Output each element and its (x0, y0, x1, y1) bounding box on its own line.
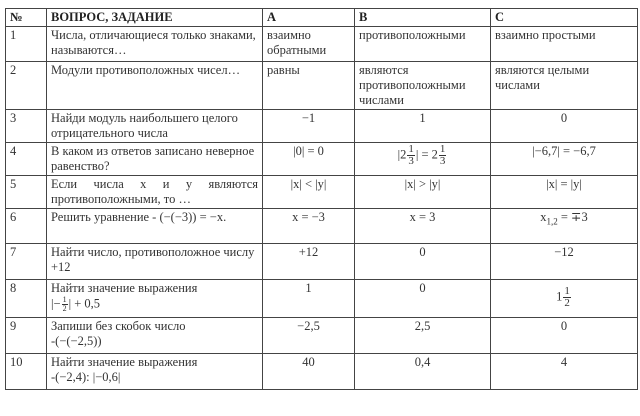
question: Решить уравнение - (−(−3)) = −x. (47, 209, 263, 244)
row-num: 8 (6, 280, 47, 318)
denominator: 2 (62, 304, 67, 313)
answer-a: −1 (263, 110, 355, 143)
row-num: 5 (6, 176, 47, 209)
answer-a: |x| < |y| (263, 176, 355, 209)
question-text: Найти значение выражения (51, 281, 198, 295)
answer-b: противоположными (355, 27, 491, 62)
denominator: 2 (564, 297, 570, 309)
header-num: № (6, 9, 47, 27)
question: Найди модуль наибольшего целого отрицательного числа (47, 110, 263, 143)
numerator: 1 (439, 143, 446, 155)
denominator: 3 (408, 155, 414, 167)
expr-part: x (540, 210, 547, 224)
fraction (439, 144, 447, 167)
answer-b: 0 (355, 244, 491, 280)
question (47, 354, 263, 390)
row-num: 1 (6, 27, 47, 62)
answer-c: взаимно простыми (491, 27, 638, 62)
answer-b: 1 (355, 110, 491, 143)
header-row (6, 9, 638, 27)
answer-a: взаимно обратными (263, 27, 355, 62)
answer-a: 1 (263, 280, 355, 318)
numerator: 1 (62, 295, 67, 304)
denominator: 3 (439, 155, 446, 167)
answer-c (491, 280, 638, 318)
answer-a: −2,5 (263, 318, 355, 354)
question-expression: -(−(−2,5)) (51, 334, 102, 348)
fraction (563, 286, 571, 309)
answer-c: 0 (491, 110, 638, 143)
question: Если числа x и y являются противоположными, то … (47, 176, 263, 209)
quiz-table (5, 8, 638, 390)
answer-b: |x| > |y| (355, 176, 491, 209)
answer-c: 4 (491, 354, 638, 390)
answer-c: |−6,7| = −6,7 (491, 143, 638, 176)
answer-a: 40 (263, 354, 355, 390)
answer-c (491, 209, 638, 244)
expr-part: | = 2 (415, 147, 438, 162)
answer-c: являются целыми числами (491, 62, 638, 110)
row-num: 2 (6, 62, 47, 110)
table-row (6, 27, 638, 62)
numerator: 1 (564, 285, 570, 297)
numerator: 1 (408, 143, 414, 155)
expr-part: |− (51, 296, 61, 311)
row-num: 4 (6, 143, 47, 176)
answer-b: x = 3 (355, 209, 491, 244)
question-expression: -(−2,4): |−0,6| (51, 370, 121, 384)
table-row (6, 354, 638, 390)
expr-part: 1 (556, 289, 563, 304)
answer-a: +12 (263, 244, 355, 280)
row-num: 7 (6, 244, 47, 280)
question-text: Найти значение выражения (51, 355, 198, 369)
answer-b: 0,4 (355, 354, 491, 390)
answer-b: 2,5 (355, 318, 491, 354)
answer-c: 0 (491, 318, 638, 354)
fraction (62, 296, 68, 313)
subscript: 1,2 (546, 216, 558, 227)
answer-b: являются противоположными числами (355, 62, 491, 110)
row-num: 9 (6, 318, 47, 354)
answer-c: −12 (491, 244, 638, 280)
question (47, 280, 263, 318)
answer-b: 0 (355, 280, 491, 318)
header-a: A (263, 9, 355, 27)
question: Числа, отличающиеся только знаками, называются… (47, 27, 263, 62)
question: В каком из ответов записано неверное равенство? (47, 143, 263, 176)
answer-c: |x| = |y| (491, 176, 638, 209)
expr-part: |2 (397, 147, 407, 162)
question: Найти число, противоположное числу +12 (47, 244, 263, 280)
header-c: C (491, 9, 638, 27)
answer-a: x = −3 (263, 209, 355, 244)
table-row (6, 280, 638, 318)
table-row (6, 209, 638, 244)
table-row (6, 176, 638, 209)
question-text: Запиши без скобок число (51, 319, 186, 333)
question-expression (51, 296, 258, 313)
table-row (6, 110, 638, 143)
fraction (407, 144, 415, 167)
table-row (6, 318, 638, 354)
table-row (6, 143, 638, 176)
answer-b (355, 143, 491, 176)
header-b: B (355, 9, 491, 27)
answer-a: равны (263, 62, 355, 110)
table-row (6, 62, 638, 110)
expr-part: | + 0,5 (68, 296, 100, 311)
answer-a: |0| = 0 (263, 143, 355, 176)
row-num: 10 (6, 354, 47, 390)
row-num: 6 (6, 209, 47, 244)
header-question: ВОПРОС, ЗАДАНИЕ (47, 9, 263, 27)
question (47, 318, 263, 354)
expr-part: = ∓3 (557, 210, 588, 224)
question: Модули противоположных чисел… (47, 62, 263, 110)
row-num: 3 (6, 110, 47, 143)
table-row (6, 244, 638, 280)
